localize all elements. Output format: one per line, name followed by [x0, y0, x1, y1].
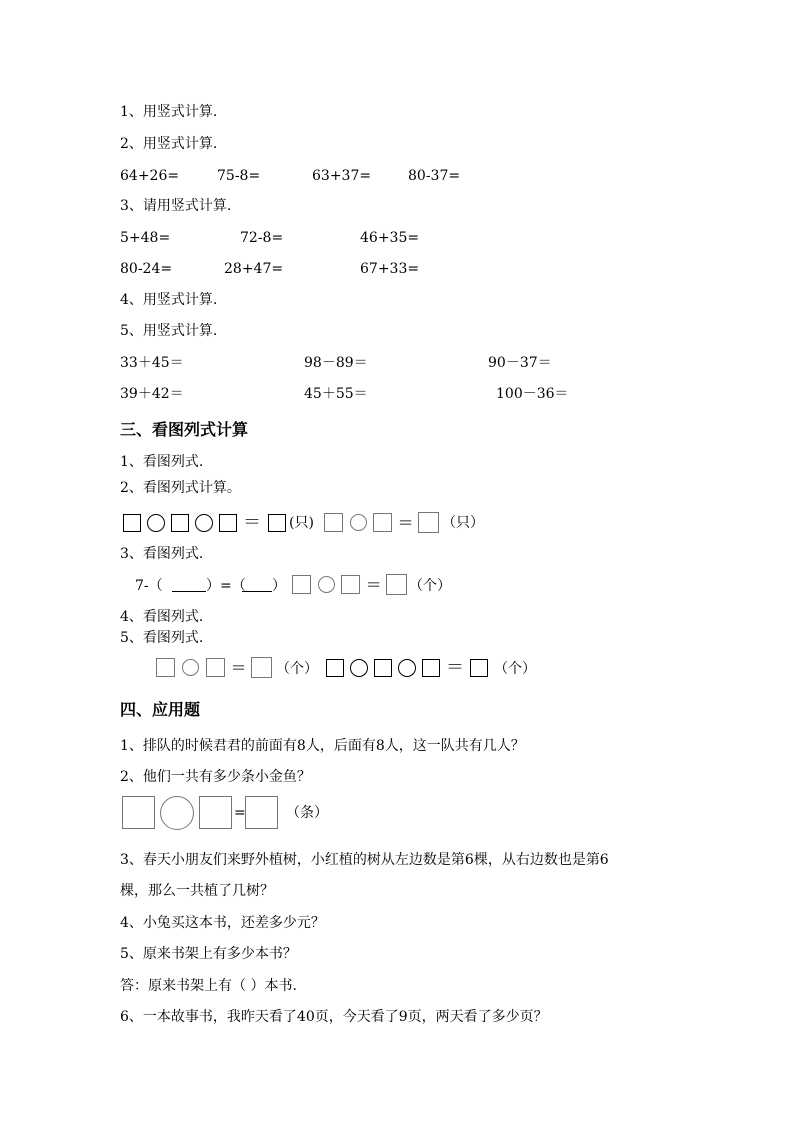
equals-sign: =: [234, 805, 246, 821]
answer-box[interactable]: [422, 659, 440, 677]
question-4-4: 4、小兔买这本书，还差多少元？: [120, 915, 325, 931]
operator-circle[interactable]: [350, 514, 367, 531]
operator-circle[interactable]: [398, 659, 416, 677]
expression: 33＋45＝: [120, 355, 184, 371]
expression: 45＋55＝: [304, 386, 368, 402]
equals-sign: =: [231, 657, 247, 678]
expression: 67+33=: [360, 261, 420, 277]
equals-sign: =: [366, 574, 382, 595]
answer-box[interactable]: [219, 514, 237, 532]
equals-sign: ＝: [243, 512, 261, 533]
question-3-3: 3、看图列式.: [120, 546, 204, 562]
expression-part: ）=（: [206, 578, 246, 594]
answer-line: 答：原来书架上有（ ）本书.: [120, 978, 297, 994]
unit-label: （只）: [442, 515, 484, 531]
answer-box[interactable]: [199, 796, 232, 829]
question-3-2: 2、看图列式计算。: [120, 480, 241, 496]
expression: 72-8=: [240, 230, 284, 246]
answer-box[interactable]: [326, 659, 344, 677]
equals-sign: =: [398, 512, 414, 533]
expression: 90－37＝: [488, 355, 552, 371]
expression: 100－36＝: [496, 386, 569, 402]
question-4-2: 2、他们一共有多少条小金鱼？: [120, 769, 311, 785]
operator-circle[interactable]: [318, 576, 335, 593]
answer-box[interactable]: [418, 512, 439, 533]
answer-box[interactable]: [156, 658, 175, 677]
expression: 98－89＝: [304, 355, 368, 371]
expression: 5+48=: [120, 230, 171, 246]
question-4-3: 3、春天小朋友们来野外植树，小红植的树从左边数是第6棵，从右边数也是第6: [120, 852, 609, 868]
expression: 80-24=: [120, 261, 173, 277]
question-4-6: 6、一本故事书，我昨天看了40页，今天看了9页，两天看了多少页？: [120, 1009, 548, 1025]
answer-box[interactable]: [374, 659, 392, 677]
unit-label: （条）: [286, 805, 328, 821]
answer-box[interactable]: [470, 659, 488, 677]
answer-box[interactable]: [122, 796, 155, 829]
answer-box[interactable]: [268, 514, 286, 532]
answer-box[interactable]: [206, 658, 225, 677]
question-2-4: 4、用竖式计算.: [120, 292, 218, 308]
expression: 80-37=: [408, 168, 461, 184]
equals-sign: ＝: [446, 657, 464, 678]
expression: 39＋42＝: [120, 386, 184, 402]
answer-box[interactable]: [324, 513, 343, 532]
question-3-5: 5、看图列式.: [120, 630, 204, 646]
question-2-1: 1、用竖式计算.: [120, 104, 218, 120]
expression: 64+26=: [120, 168, 180, 184]
question-3-4: 4、看图列式.: [120, 609, 204, 625]
question-4-3-continued: 棵，那么一共植了几树？: [120, 883, 274, 899]
answer-blank[interactable]: [242, 591, 272, 592]
operator-circle[interactable]: [160, 796, 194, 830]
answer-box[interactable]: [292, 575, 311, 594]
expression: 63+37=: [312, 168, 372, 184]
question-2-5: 5、用竖式计算.: [120, 323, 218, 339]
answer-box[interactable]: [341, 575, 360, 594]
question-3-1: 1、看图列式.: [120, 454, 204, 470]
operator-circle[interactable]: [147, 514, 165, 532]
question-2-3: 3、请用竖式计算.: [120, 198, 232, 214]
expression-part: ）: [272, 578, 286, 594]
section-heading-4: 四、应用题: [120, 700, 201, 719]
unit-label: （个）: [276, 661, 318, 677]
expression-part: 7-（: [135, 578, 163, 594]
answer-box[interactable]: [171, 514, 189, 532]
answer-blank[interactable]: [172, 591, 206, 592]
operator-circle[interactable]: [350, 659, 368, 677]
expression: 46+35=: [360, 230, 420, 246]
expression: 75-8=: [217, 168, 261, 184]
unit-label: (只): [289, 515, 314, 531]
expression: 28+47=: [224, 261, 284, 277]
question-4-5: 5、原来书架上有多少本书？: [120, 946, 297, 962]
answer-box[interactable]: [245, 796, 278, 829]
operator-circle[interactable]: [195, 514, 213, 532]
unit-label: （个）: [409, 578, 451, 594]
answer-box[interactable]: [123, 514, 141, 532]
answer-box[interactable]: [373, 513, 392, 532]
question-4-1: 1、排队的时候君君的前面有8人，后面有8人，这一队共有几人？: [120, 738, 525, 754]
operator-circle[interactable]: [182, 659, 199, 676]
answer-box[interactable]: [386, 574, 407, 595]
question-2-2: 2、用竖式计算.: [120, 136, 218, 152]
answer-box[interactable]: [251, 657, 272, 678]
section-heading-3: 三、看图列式计算: [120, 420, 249, 439]
unit-label: （个）: [494, 661, 536, 677]
